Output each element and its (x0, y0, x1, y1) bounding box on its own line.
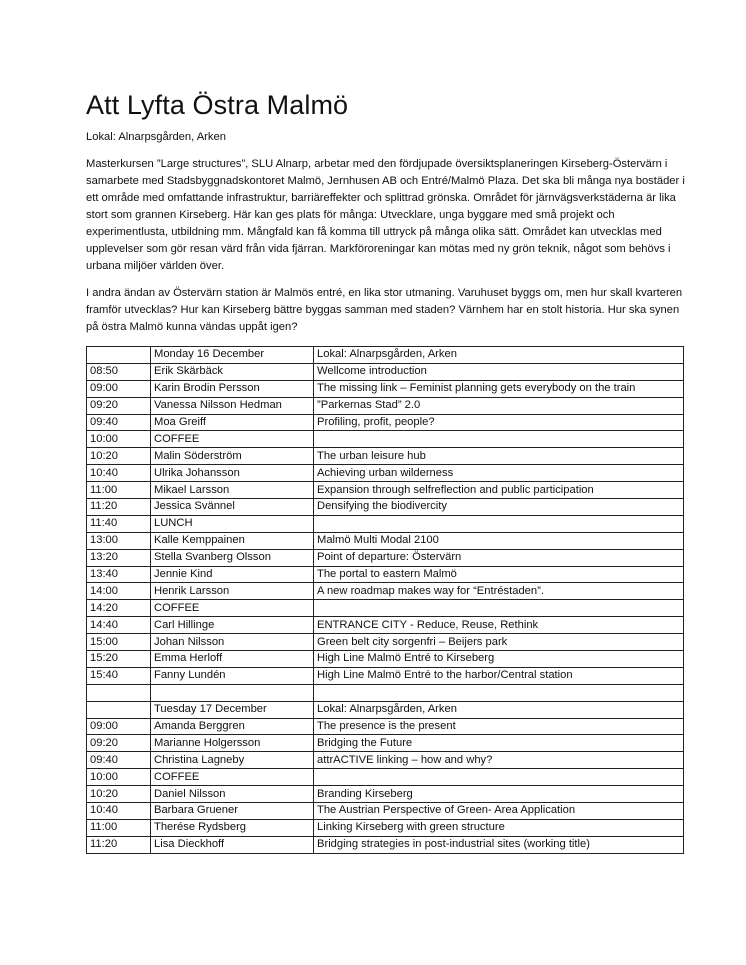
name-cell: Jessica Svännel (151, 499, 314, 516)
name-cell: LUNCH (151, 515, 314, 532)
time-cell: 13:40 (87, 566, 151, 583)
name-cell: Lisa Dieckhoff (151, 836, 314, 853)
name-cell: Ulrika Johansson (151, 465, 314, 482)
topic-cell: The Austrian Perspective of Green- Area Application (314, 803, 684, 820)
name-cell: Stella Svanberg Olsson (151, 549, 314, 566)
table-row (87, 347, 684, 364)
table-row (87, 752, 684, 769)
name-cell: Vanessa Nilsson Hedman (151, 397, 314, 414)
topic-cell: Green belt city sorgenfri – Beijers park (314, 634, 684, 651)
topic-cell: ”Parkernas Stad” 2.0 (314, 397, 684, 414)
topic-cell (314, 600, 684, 617)
time-cell: 11:00 (87, 819, 151, 836)
table-row (87, 363, 684, 380)
topic-cell: attrACTIVE linking – how and why? (314, 752, 684, 769)
time-cell: 10:00 (87, 431, 151, 448)
table-row (87, 634, 684, 651)
time-cell: 09:00 (87, 718, 151, 735)
name-cell: Karin Brodin Persson (151, 380, 314, 397)
time-cell: 10:00 (87, 769, 151, 786)
schedule-body (87, 347, 684, 854)
name-cell: Carl Hillinge (151, 617, 314, 634)
topic-cell (314, 769, 684, 786)
time-cell: 10:20 (87, 786, 151, 803)
time-cell: 09:40 (87, 414, 151, 431)
time-cell: 14:40 (87, 617, 151, 634)
name-cell: Moa Greiff (151, 414, 314, 431)
document-page (86, 88, 686, 854)
name-cell: COFFEE (151, 431, 314, 448)
time-cell: 10:40 (87, 465, 151, 482)
table-row (87, 499, 684, 516)
table-row (87, 718, 684, 735)
topic-cell: Expansion through selfreflection and public participation (314, 482, 684, 499)
intro-paragraph: Masterkursen ”Large structures”, SLU Alnarp, arbetar med den fördjupade översiktsplaneringen Kirseberg-Östervärn i samarbete med Stadsbyggnadskontoret Malmö, Jernhusen AB och Entré/Malmö Plaza. Det ska bli många nya bostäder i ett område med omfattande infrastruktur, barriäreffekter och splittrad grönska. Området för järnvägsverkstäderna är lika stort som grannen Kirseberg. Här kan ges plats för många: Utvecklare, unga byggare med små projekt och experimentlusta, utbildning mm. Mångfald kan få komma till uttryck på många olika sätt. Området kan utvecklas med upplevelser som gör resan värd från vida fjärran. Markföroreningar kan mötas med ny grön teknik, något som behövs i urbana miljöer världen över. (86, 158, 685, 272)
topic-cell: The portal to eastern Malmö (314, 566, 684, 583)
topic-cell: Lokal: Alnarpsgården, Arken (314, 347, 684, 364)
time-cell (87, 701, 151, 718)
time-cell: 15:40 (87, 667, 151, 684)
time-cell: 08:50 (87, 363, 151, 380)
time-cell: 14:20 (87, 600, 151, 617)
venue-line: Lokal: Alnarpsgården, Arken (86, 131, 226, 143)
name-cell: Christina Lagneby (151, 752, 314, 769)
table-row (87, 566, 684, 583)
topic-cell (314, 684, 684, 701)
table-row (87, 651, 684, 668)
topic-cell: Linking Kirseberg with green structure (314, 819, 684, 836)
topic-cell: Wellcome introduction (314, 363, 684, 380)
name-cell: Johan Nilsson (151, 634, 314, 651)
name-cell: Marianne Holgersson (151, 735, 314, 752)
table-row (87, 549, 684, 566)
second-paragraph: I andra ändan av Östervärn station är Malmös entré, en lika stor utmaning. Varuhuset byggs om, men hur skall kvarteren framför utvecklas? Hur kan Kirseberg bättre byggas samman med staden? Värnhem har en stolt historia. Hur ska synen på östra Malmö kunna vändas uppåt igen? (86, 287, 683, 333)
table-row (87, 819, 684, 836)
name-cell: Tuesday 17 December (151, 701, 314, 718)
time-cell: 13:20 (87, 549, 151, 566)
table-row (87, 397, 684, 414)
topic-cell: Lokal: Alnarpsgården, Arken (314, 701, 684, 718)
name-cell: Henrik Larsson (151, 583, 314, 600)
time-cell: 09:00 (87, 380, 151, 397)
time-cell: 09:20 (87, 735, 151, 752)
time-cell: 11:00 (87, 482, 151, 499)
table-row (87, 532, 684, 549)
name-cell: Therése Rydsberg (151, 819, 314, 836)
name-cell: Fanny Lundén (151, 667, 314, 684)
table-row (87, 482, 684, 499)
time-cell: 15:20 (87, 651, 151, 668)
name-cell: Kalle Kemppainen (151, 532, 314, 549)
name-cell: Jennie Kind (151, 566, 314, 583)
table-row (87, 414, 684, 431)
time-cell: 10:40 (87, 803, 151, 820)
time-cell: 14:00 (87, 583, 151, 600)
topic-cell (314, 431, 684, 448)
table-row (87, 431, 684, 448)
topic-cell: High Line Malmö Entré to Kirseberg (314, 651, 684, 668)
topic-cell (314, 515, 684, 532)
name-cell: Monday 16 December (151, 347, 314, 364)
time-cell (87, 684, 151, 701)
table-row (87, 836, 684, 853)
time-cell: 09:20 (87, 397, 151, 414)
table-row (87, 684, 684, 701)
time-cell (87, 347, 151, 364)
topic-cell: Profiling, profit, people? (314, 414, 684, 431)
name-cell: Barbara Gruener (151, 803, 314, 820)
topic-cell: Point of departure: Östervärn (314, 549, 684, 566)
time-cell: 13:00 (87, 532, 151, 549)
time-cell: 09:40 (87, 752, 151, 769)
topic-cell: Malmö Multi Modal 2100 (314, 532, 684, 549)
name-cell: Erik Skärbäck (151, 363, 314, 380)
table-row (87, 600, 684, 617)
table-row (87, 701, 684, 718)
name-cell: COFFEE (151, 600, 314, 617)
name-cell (151, 684, 314, 701)
schedule-table (86, 346, 684, 854)
table-row (87, 448, 684, 465)
table-row (87, 380, 684, 397)
topic-cell: Bridging strategies in post-industrial sites (working title) (314, 836, 684, 853)
time-cell: 11:40 (87, 515, 151, 532)
table-row (87, 803, 684, 820)
document-title: Att Lyfta Östra Malmö (86, 90, 349, 120)
table-row (87, 769, 684, 786)
name-cell: Mikael Larsson (151, 482, 314, 499)
table-row (87, 617, 684, 634)
table-row (87, 786, 684, 803)
topic-cell: The missing link – Feminist planning gets everybody on the train (314, 380, 684, 397)
topic-cell: Achieving urban wilderness (314, 465, 684, 482)
topic-cell: A new roadmap makes way for “Entréstaden”. (314, 583, 684, 600)
table-row (87, 515, 684, 532)
time-cell: 10:20 (87, 448, 151, 465)
topic-cell: Bridging the Future (314, 735, 684, 752)
topic-cell: ENTRANCE CITY - Reduce, Reuse, Rethink (314, 617, 684, 634)
time-cell: 15:00 (87, 634, 151, 651)
name-cell: Malin Söderström (151, 448, 314, 465)
topic-cell: The presence is the present (314, 718, 684, 735)
time-cell: 11:20 (87, 836, 151, 853)
name-cell: Emma Herloff (151, 651, 314, 668)
topic-cell: Densifying the biodivercity (314, 499, 684, 516)
table-row (87, 583, 684, 600)
topic-cell: The urban leisure hub (314, 448, 684, 465)
name-cell: COFFEE (151, 769, 314, 786)
name-cell: Amanda Berggren (151, 718, 314, 735)
name-cell: Daniel Nilsson (151, 786, 314, 803)
time-cell: 11:20 (87, 499, 151, 516)
table-row (87, 465, 684, 482)
topic-cell: Branding Kirseberg (314, 786, 684, 803)
table-row (87, 667, 684, 684)
table-row (87, 735, 684, 752)
topic-cell: High Line Malmö Entré to the harbor/Central station (314, 667, 684, 684)
